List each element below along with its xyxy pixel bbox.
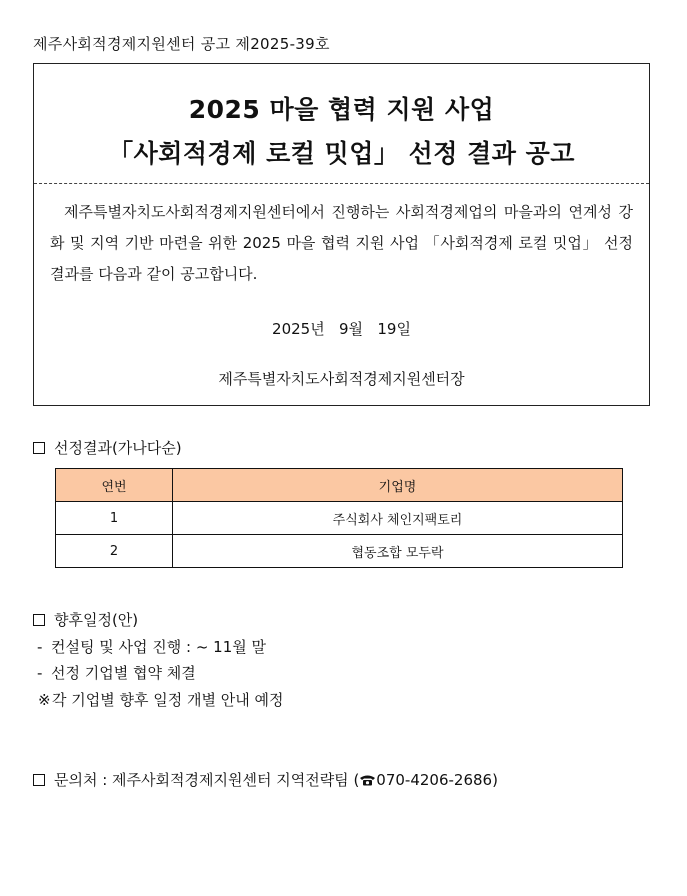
dash-marker: - xyxy=(37,638,43,656)
table-row xyxy=(56,535,623,568)
notice-body: 제주특별자치도사회적경제지원센터에서 진행하는 사회적경제업의 마을과의 연계성 강화 및 지역 기반 마련을 위한 2025 마을 협력 지원 사업 「사회적경제 로컬 밋업」 선정 결과를 다음과 같이 공고합니다. xyxy=(50,203,633,283)
table-row xyxy=(56,502,623,535)
phone-icon xyxy=(359,772,376,784)
checkbox-icon xyxy=(33,442,45,454)
dash-marker: - xyxy=(37,664,43,682)
schedule-item xyxy=(37,662,196,683)
checkbox-icon xyxy=(33,614,45,626)
schedule-heading xyxy=(33,609,138,630)
notice-date: 2025년 9월 19일 xyxy=(272,320,411,338)
table-header-row xyxy=(56,469,623,502)
notice-title-line2: 「사회적경제 로컬 밋업」 선정 결과 공고 xyxy=(108,139,575,168)
schedule-heading-label: 향후일정(안) xyxy=(54,611,139,629)
checkbox-icon xyxy=(33,774,45,786)
contact-phone: 070-4206-2686 xyxy=(376,771,493,789)
notice-title-area xyxy=(34,64,649,184)
column-header-company: 기업명 xyxy=(173,469,623,502)
company-name: 주식회사 체인지팩토리 xyxy=(173,502,623,535)
notice-title-line1: 2025 마을 협력 지원 사업 xyxy=(188,95,495,124)
document-number: 제주사회적경제지원센터 공고 제2025-39호 xyxy=(33,35,330,53)
contact-label: 문의처 : 제주사회적경제지원센터 지역전략팀 xyxy=(54,771,349,789)
schedule-item xyxy=(37,636,266,657)
notice-issuer: 제주특별자치도사회적경제지원센터장 xyxy=(218,370,465,388)
results-heading xyxy=(33,437,182,458)
schedule-item-text: 선정 기업별 협약 체결 xyxy=(51,664,196,682)
row-number: 1 xyxy=(56,502,173,535)
company-name: 협동조합 모두락 xyxy=(173,535,623,568)
column-header-number: 연번 xyxy=(56,469,173,502)
schedule-note xyxy=(38,689,283,710)
schedule-note-text: 각 기업별 향후 일정 개별 안내 예정 xyxy=(52,691,284,709)
reference-mark: ※ xyxy=(38,691,51,709)
results-heading-label: 선정결과(가나다순) xyxy=(54,439,182,457)
schedule-item-text: 컨설팅 및 사업 진행 : ~ 11월 말 xyxy=(51,638,266,656)
notice-box xyxy=(33,63,650,406)
row-number: 2 xyxy=(56,535,173,568)
results-table xyxy=(55,468,623,568)
contact-line: 문의처 : 제주사회적경제지원센터 지역전략팀 ( 070-4206-2686) xyxy=(33,769,498,790)
